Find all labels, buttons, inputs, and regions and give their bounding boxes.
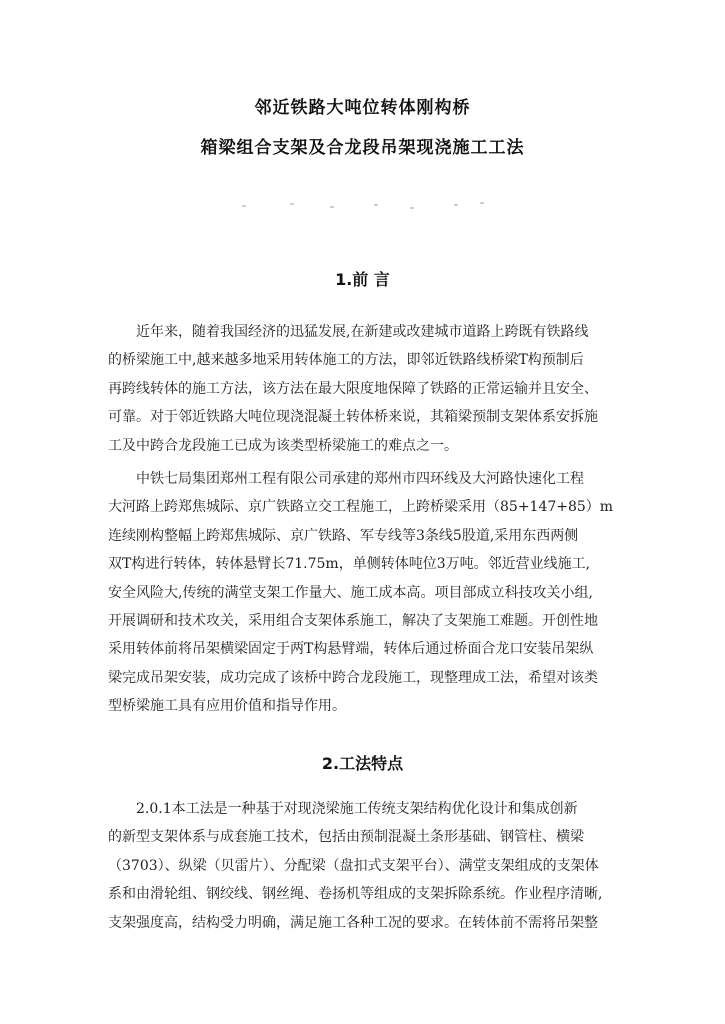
paragraph-line: 可靠。对于邻近铁路大吨位现浇混凝土转体桥来说，其箱梁预制支架体系安拆施 <box>108 409 598 426</box>
section-heading-preface: 1.前 言 <box>335 270 390 289</box>
paragraph-line: 的新型支架体系与成套施工技术，包括由预制混凝土条形基础、钢管柱、横梁 <box>108 829 584 846</box>
paragraph-line: 的桥梁施工中,越来越多地采用转体施工的方法，即邻近铁路线桥梁T构预制后 <box>108 352 584 369</box>
paragraph-line: 支架强度高，结构受力明确，满足施工各种工况的要求。在转体前不需将吊架整 <box>108 914 598 931</box>
document-title-line-2: 箱梁组合支架及合龙段吊架现浇施工工法 <box>200 138 525 158</box>
paragraph-line: 再跨线转体的施工方法，该方法在最大限度地保障了铁路的正常运输并且安全、 <box>108 380 598 397</box>
paragraph-line: 安全风险大,传统的满堂支架工作量大、施工成本高。项目部成立科技攻关小组, <box>108 584 593 601</box>
paragraph-line: 开展调研和技术攻关，采用组合支架体系施工，解决了支架施工难题。开创性地 <box>108 612 598 629</box>
paragraph-line: 系和由滑轮组、钢绞线、钢丝绳、卷扬机等组成的支架拆除系统。作业程序清晰, <box>108 886 603 903</box>
paragraph-line: 双T构进行转体，转体悬臂长71.75m，单侧转体吨位3万吨。邻近营业线施工, <box>108 556 591 573</box>
paragraph-line: 连续刚构整幅上跨郑焦城际、京广铁路、军专线等3条线5股道,采用东西两侧 <box>108 527 579 544</box>
paragraph-line: 型桥梁施工具有应用价值和指导作用。 <box>108 698 346 715</box>
paragraph-line: 梁完成吊架安装，成功完成了该桥中跨合龙段施工，现整理成工法，希望对该类 <box>108 669 598 686</box>
paragraph-line: （3703）、纵梁（贝雷片）、分配梁（盘扣式支架平台）、满堂支架组成的支架体 <box>108 857 599 874</box>
section-heading-method-features: 2.工法特点 <box>321 754 404 773</box>
paragraph-line: 近年来，随着我国经济的迅猛发展,在新建或改建城市道路上跨既有铁路线 <box>136 324 589 340</box>
paragraph-line: 中铁七局集团郑州工程有限公司承建的郑州市四环线及大河路快速化工程 <box>136 471 584 487</box>
document-title-line-1: 邻近铁路大吨位转体刚构桥 <box>254 98 471 118</box>
paragraph-line: 工及中跨合龙段施工已成为该类型桥梁施工的难点之一。 <box>108 437 458 454</box>
paragraph-preface-2 <box>108 465 618 721</box>
scan-specks-decoration <box>238 199 488 213</box>
paragraph-line: 2.0.1本工法是一种基于对现浇梁施工传统支架结构优化设计和集成创新 <box>136 801 578 817</box>
paragraph-line: 采用转体前将吊架横梁固定于两T构悬臂端，转体后通过桥面合龙口安装吊架纵 <box>108 641 594 658</box>
paragraph-line: 大河路上跨郑焦城际、京广铁路立交工程施工，上跨桥梁采用（85+147+85）m <box>108 499 614 516</box>
paragraph-preface-1 <box>108 318 618 460</box>
paragraph-method-features-1 <box>108 795 618 937</box>
